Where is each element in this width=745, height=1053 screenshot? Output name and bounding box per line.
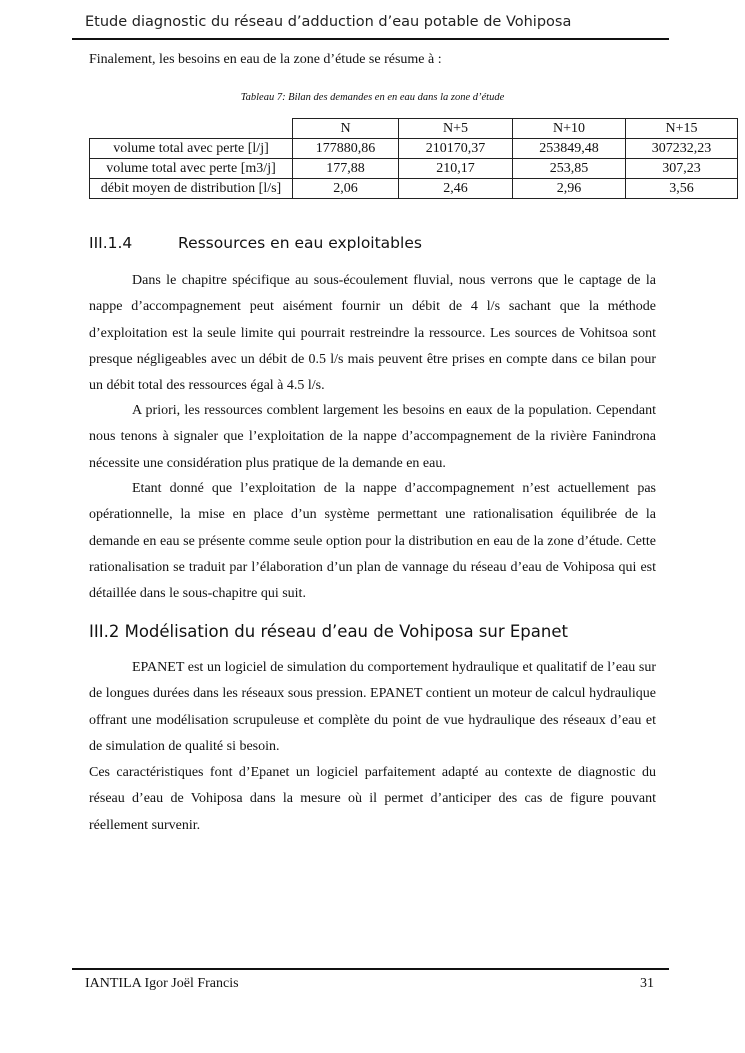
- column-header: N+10: [513, 119, 626, 139]
- running-header-title: Etude diagnostic du réseau d’adduction d’eau potable de Vohiposa: [85, 14, 572, 30]
- table-row: [90, 139, 738, 159]
- paragraph-resources-2: A priori, les ressources comblent largement les besoins en eaux de la population. Cependant nous tenons à signaler que l’exploitation de la nappe d’accompagnement de la rivière Fanindrona nécessite une considération plus pratique de la demande en eau.: [89, 403, 656, 471]
- table-header-row: [90, 119, 738, 139]
- intro-sentence: Finalement, les besoins en eau de la zone d’étude se résume à :: [89, 52, 442, 67]
- footer-author: IANTILA Igor Joël Francis: [85, 976, 239, 991]
- table-cell: 2,06: [293, 179, 399, 199]
- subsection-heading: [89, 234, 422, 252]
- footer-divider: [72, 968, 669, 970]
- table-cell: 253,85: [513, 159, 626, 179]
- subsection-title: Ressources en eau exploitables: [178, 234, 422, 252]
- section-heading: III.2 Modélisation du réseau d’eau de Vohiposa sur Epanet: [89, 622, 568, 641]
- column-header: N+5: [399, 119, 513, 139]
- table-caption: Tableau 7: Bilan des demandes en en eau dans la zone d’étude: [240, 92, 505, 103]
- table-corner-cell: [90, 119, 293, 139]
- table-cell: 253849,48: [513, 139, 626, 159]
- table-cell: 2,46: [399, 179, 513, 199]
- paragraph-epanet-2: Ces caractéristiques font d’Epanet un logiciel parfaitement adapté au contexte de diagnostic du réseau d’eau de Vohiposa dans la mesure où il permet d’anticiper des cas de figure pouvant réellement survenir.: [89, 765, 656, 833]
- paragraph-epanet-1: EPANET est un logiciel de simulation du comportement hydraulique et qualitatif de l’eau sur de longues durées dans les réseaux sous pression. EPANET contient un moteur de calcul hydraulique offrant une modélisation scrupuleuse et complète du point de vue hydraulique des réseaux d’eau et de simulation de qualité si besoin.: [89, 660, 656, 754]
- table-row: [90, 179, 738, 199]
- table-cell: 307,23: [626, 159, 738, 179]
- demand-table: [89, 118, 738, 199]
- table-cell: 210,17: [399, 159, 513, 179]
- paragraph-resources-1: Dans le chapitre spécifique au sous-écoulement fluvial, nous verrons que le captage de la nappe d’accompagnement peut aisément fournir un débit de 4 l/s sachant que la méthode d’exploitation est la seule limite qui pourrait restreindre la ressource. Les sources de Vohitsoa sont presque négligeables avec un débit de 0.5 l/s mais peuvent être prises en compte dans ce bilan pour un débit total des ressources égal à 4.5 l/s.: [89, 273, 656, 394]
- subsection-number: III.1.4: [89, 234, 133, 252]
- table-cell: 177880,86: [293, 139, 399, 159]
- page-number: 31: [640, 976, 654, 991]
- row-label: débit moyen de distribution [l/s]: [90, 179, 293, 199]
- row-label: volume total avec perte [l/j]: [90, 139, 293, 159]
- table-cell: 3,56: [626, 179, 738, 199]
- table-cell: 307232,23: [626, 139, 738, 159]
- paragraph-resources-3: Etant donné que l’exploitation de la nappe d’accompagnement n’est actuellement pas opérationnelle, la mise en place d’un système permettant une rationalisation équilibrée de la demande en eau se présente comme seule option pour la distribution en eau de la zone d’étude. Cette rationalisation se traduit par l’élaboration d’un plan de vannage du réseau d’eau de Vohiposa qui est détaillée dans le sous-chapitre qui suit.: [89, 481, 656, 602]
- table-cell: 2,96: [513, 179, 626, 199]
- table-cell: 177,88: [293, 159, 399, 179]
- column-header: N: [293, 119, 399, 139]
- table-cell: 210170,37: [399, 139, 513, 159]
- table-row: [90, 159, 738, 179]
- row-label: volume total avec perte [m3/j]: [90, 159, 293, 179]
- column-header: N+15: [626, 119, 738, 139]
- header-divider: [72, 38, 669, 40]
